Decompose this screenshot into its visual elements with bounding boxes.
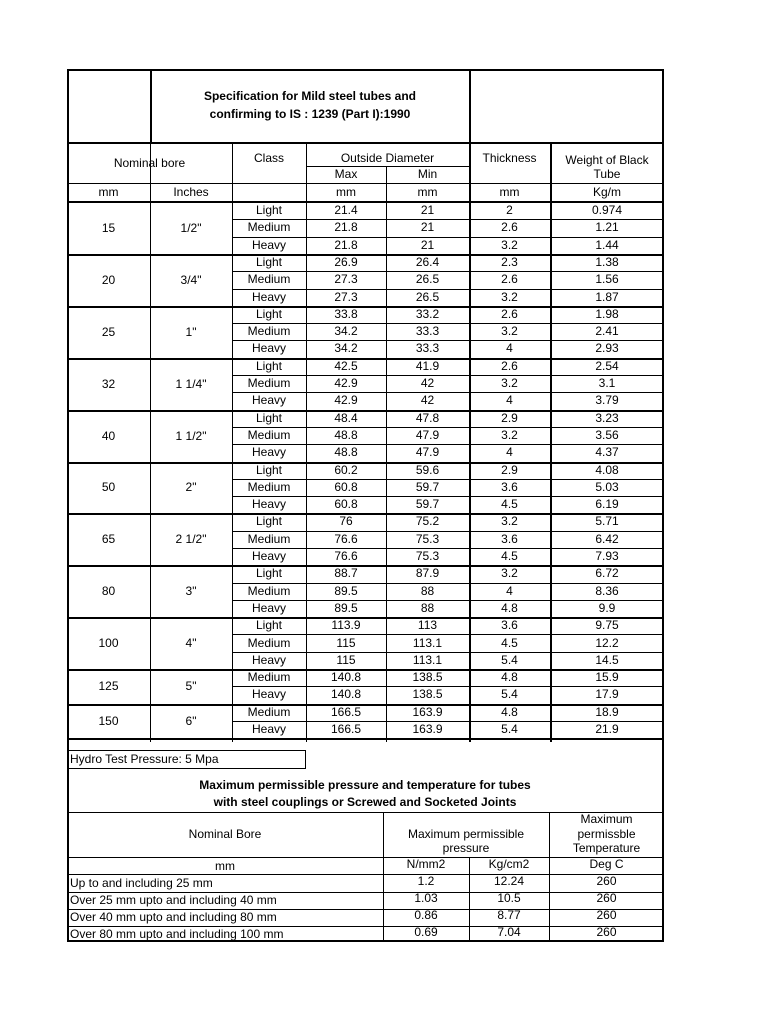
nominal-bore-inches: 6" (185, 714, 197, 728)
unit-weight: Kg/m (592, 185, 622, 199)
class-cell: Medium (247, 583, 291, 598)
class-cell: Heavy (251, 445, 287, 460)
nominal-bore-mm: 20 (101, 272, 116, 287)
od-min-cell: 33.3 (415, 324, 440, 339)
pressure-row-nmm2: 0.86 (414, 908, 438, 922)
group-separator (67, 738, 664, 740)
weight-cell: 5.03 (595, 479, 619, 494)
class-cell: Medium (247, 531, 291, 546)
class-cell: Heavy (251, 687, 287, 702)
pressure-row-label: Up to and including 25 mm (70, 876, 213, 890)
class-cell: Heavy (251, 497, 287, 512)
od-min-cell: 26.5 (415, 272, 440, 287)
pressure-row-temp: 260 (596, 908, 617, 922)
od-max-cell: 140.8 (330, 670, 362, 685)
pressure-row-kgcm2: 8.77 (497, 908, 521, 922)
class-cell: Light (255, 358, 283, 373)
weight-cell: 2.41 (595, 324, 619, 339)
header-od-min: Min (417, 167, 438, 181)
class-cell: Medium (247, 376, 291, 390)
od-max-cell: 21.8 (334, 237, 358, 252)
thickness-cell: 4.5 (501, 497, 518, 512)
weight-cell: 1.98 (595, 306, 619, 321)
pressure-row-kgcm2: 10.5 (497, 891, 521, 905)
od-max-cell: 140.8 (330, 687, 362, 702)
group-separator (67, 306, 664, 308)
group-separator (67, 462, 664, 464)
thickness-cell: 4.5 (501, 549, 518, 563)
od-min-cell: 75.2 (415, 514, 440, 529)
pressure-row-label: Over 40 mm upto and including 80 mm (70, 910, 277, 924)
od-min-cell: 47.9 (415, 427, 440, 442)
nominal-bore-mm: 150 (98, 714, 119, 728)
thickness-cell: 2.6 (501, 358, 518, 373)
thickness-cell: 2 (506, 203, 513, 217)
od-min-cell: 113.1 (412, 652, 443, 667)
od-min-cell: 26.4 (415, 254, 440, 269)
group-separator (67, 565, 664, 567)
thickness-cell: 4 (506, 445, 513, 460)
class-cell: Heavy (251, 237, 287, 252)
od-max-cell: 88.7 (334, 566, 358, 581)
header-outside-diameter: Outside Diameter (340, 151, 435, 165)
col-divider-inches (150, 142, 151, 742)
class-cell: Heavy (251, 393, 287, 408)
pressure-col-divider-3 (549, 812, 550, 942)
class-cell: Light (255, 410, 283, 425)
thickness-cell: 3.2 (501, 289, 518, 304)
od-min-cell: 138.5 (412, 670, 443, 685)
col-divider-min (386, 201, 387, 742)
pressure-units-top (67, 857, 664, 858)
unit-thickness: mm (499, 185, 520, 199)
unit-mm: mm (98, 185, 119, 199)
pressure-header-top (67, 812, 664, 813)
od-max-cell: 115 (336, 635, 356, 650)
thickness-cell: 2.3 (501, 254, 518, 269)
pressure-header-max-temp-2: permissble (577, 827, 636, 841)
unit-inches: Inches (173, 185, 209, 199)
od-max-cell: 48.4 (334, 410, 358, 425)
class-cell: Heavy (251, 289, 287, 304)
pressure-rows-top (67, 874, 664, 875)
document-title-line-2: confirming to IS : 1239 (Part I):1990 (209, 107, 411, 121)
weight-cell: 6.19 (595, 497, 619, 512)
od-max-cell: 34.2 (334, 341, 358, 356)
od-min-cell: 47.9 (415, 445, 440, 460)
header-class: Class (253, 151, 285, 165)
od-min-cell: 163.9 (412, 722, 443, 736)
pressure-row-label: Over 25 mm upto and including 40 mm (70, 893, 277, 907)
weight-cell: 8.36 (595, 583, 619, 598)
weight-cell: 21.9 (595, 722, 619, 736)
class-cell: Medium (247, 479, 291, 494)
thickness-cell: 3.2 (501, 324, 518, 339)
thickness-cell: 3.2 (501, 427, 518, 442)
group-separator (67, 410, 664, 412)
od-max-cell: 27.3 (334, 289, 358, 304)
class-cell: Light (255, 566, 283, 581)
od-max-cell: 60.2 (334, 462, 358, 477)
od-max-cell: 42.5 (334, 358, 358, 373)
class-cell: Heavy (251, 652, 287, 667)
nominal-bore-mm: 50 (101, 480, 116, 495)
od-min-cell: 42 (420, 393, 435, 408)
pressure-header-max-temp-1: Maximum (580, 812, 633, 826)
od-max-cell: 34.2 (334, 324, 358, 339)
od-max-cell: 166.5 (330, 722, 362, 736)
nominal-bore-mm: 40 (101, 428, 116, 443)
od-min-cell: 75.3 (415, 531, 440, 546)
od-min-cell: 47.8 (415, 410, 440, 425)
weight-cell: 1.38 (595, 254, 619, 269)
od-min-cell: 163.9 (412, 704, 443, 719)
header-bottom-border (67, 201, 664, 203)
weight-cell: 1.44 (595, 237, 619, 252)
od-min-cell: 41.9 (415, 358, 440, 373)
thickness-cell: 4 (506, 341, 513, 356)
weight-cell: 4.37 (595, 445, 619, 460)
od-max-cell: 89.5 (334, 600, 358, 615)
pressure-unit-mm: mm (215, 859, 235, 873)
nominal-bore-mm: 80 (101, 584, 116, 599)
pressure-header-nominal-bore: Nominal Bore (188, 827, 262, 841)
od-max-cell: 27.3 (334, 272, 358, 287)
pressure-row-kgcm2: 12.24 (493, 874, 525, 888)
od-subheader-line (306, 166, 469, 167)
weight-cell: 9.9 (598, 600, 616, 615)
thickness-cell: 2.6 (501, 306, 518, 321)
od-max-cell: 21.8 (334, 220, 358, 235)
nominal-bore-inches: 2 1/2" (175, 532, 207, 547)
weight-cell: 6.42 (595, 531, 619, 546)
pressure-row-nmm2: 1.03 (414, 891, 438, 905)
weight-cell: 0.974 (591, 203, 623, 217)
group-separator (67, 617, 664, 619)
pressure-unit-kgcm2: Kg/cm2 (488, 857, 530, 871)
nominal-bore-mm: 65 (101, 532, 116, 547)
thickness-cell: 3.2 (501, 237, 518, 252)
hydro-test-pressure: Hydro Test Pressure: 5 Mpa (70, 752, 219, 766)
thickness-cell: 4 (506, 583, 513, 598)
od-max-cell: 76 (339, 514, 353, 529)
title-right-divider (469, 69, 471, 143)
pressure-header-max-pressure-1: Maximum permissible (407, 827, 525, 841)
header-nominal-bore: Nominal bore (113, 156, 186, 170)
nominal-bore-inches: 2" (185, 480, 197, 495)
pressure-row-temp: 260 (596, 925, 617, 939)
od-min-cell: 42 (420, 376, 435, 390)
pressure-col-divider-2 (469, 857, 470, 942)
nominal-bore-mm: 125 (98, 679, 119, 694)
od-min-cell: 88 (420, 583, 435, 598)
class-cell: Medium (247, 427, 291, 442)
od-min-cell: 88 (420, 600, 435, 615)
od-min-cell: 21 (420, 237, 435, 252)
od-min-cell: 59.7 (415, 479, 440, 494)
pressure-row-kgcm2: 7.04 (497, 925, 521, 939)
header-weight-line-2: Tube (593, 167, 621, 181)
od-max-cell: 26.9 (334, 254, 358, 269)
pressure-title-line-2: with steel couplings or Screwed and Socketed Joints (213, 795, 517, 809)
weight-cell: 1.56 (595, 272, 619, 287)
weight-cell: 5.71 (595, 514, 619, 529)
od-max-cell: 76.6 (334, 531, 358, 546)
pressure-header-max-temp-3: Temperature (572, 841, 641, 855)
pressure-row-temp: 260 (596, 891, 617, 905)
od-max-min-divider (386, 166, 387, 202)
class-cell: Light (255, 514, 283, 529)
class-cell: Medium (247, 272, 291, 287)
group-separator (67, 513, 664, 515)
pressure-unit-degc: Deg C (589, 857, 624, 871)
od-max-cell: 48.8 (334, 427, 358, 442)
od-max-cell: 60.8 (334, 479, 358, 494)
class-cell: Medium (247, 670, 291, 685)
nominal-bore-inches: 3/4" (180, 272, 202, 287)
header-thickness: Thickness (482, 151, 537, 165)
weight-cell: 9.75 (595, 618, 619, 633)
class-cell: Light (255, 306, 283, 321)
od-min-cell: 87.9 (415, 566, 440, 581)
od-max-cell: 76.6 (334, 549, 358, 563)
nominal-bore-inches: 4" (185, 636, 197, 651)
weight-cell: 3.1 (598, 376, 616, 390)
od-max-cell: 113.9 (331, 618, 361, 633)
group-separator (67, 704, 664, 706)
thickness-cell: 2.9 (501, 462, 518, 477)
od-max-cell: 33.8 (334, 306, 358, 321)
thickness-cell: 4.8 (501, 670, 518, 685)
nominal-bore-inches: 3" (185, 584, 197, 599)
pressure-unit-nmm2: N/mm2 (406, 857, 446, 871)
header-weight-line-1: Weight of Black (565, 153, 649, 167)
weight-cell: 17.9 (595, 687, 619, 702)
nominal-bore-mm: 100 (98, 636, 119, 651)
class-cell: Light (255, 203, 283, 217)
units-row-top (67, 183, 664, 184)
thickness-cell: 3.6 (501, 479, 518, 494)
od-min-cell: 138.5 (412, 687, 443, 702)
weight-cell: 15.9 (595, 670, 619, 685)
pressure-row-temp: 260 (596, 874, 617, 888)
weight-cell: 1.87 (595, 289, 619, 304)
weight-cell: 14.5 (595, 652, 619, 667)
weight-cell: 18.9 (595, 704, 619, 719)
od-min-cell: 33.3 (415, 341, 440, 356)
thickness-cell: 3.2 (501, 566, 518, 581)
od-max-cell: 60.8 (334, 497, 358, 512)
thickness-cell: 3.2 (501, 376, 518, 390)
nominal-bore-inches: 5" (185, 679, 197, 694)
class-cell: Heavy (251, 722, 287, 736)
weight-cell: 3.23 (595, 410, 619, 425)
class-cell: Heavy (251, 600, 287, 615)
weight-cell: 12.2 (595, 635, 619, 650)
class-cell: Heavy (251, 549, 287, 563)
class-cell: Medium (247, 704, 291, 719)
thickness-cell: 5.4 (501, 687, 518, 702)
thickness-cell: 2.9 (501, 410, 518, 425)
od-max-cell: 42.9 (334, 393, 358, 408)
thickness-cell: 3.6 (501, 618, 518, 633)
weight-cell: 1.21 (595, 220, 619, 235)
document-title-line-1: Specification for Mild steel tubes and (203, 89, 417, 103)
class-cell: Medium (247, 324, 291, 339)
thickness-cell: 3.6 (501, 531, 518, 546)
weight-cell: 3.79 (595, 393, 619, 408)
thickness-cell: 2.6 (501, 272, 518, 287)
group-separator (67, 254, 664, 256)
nominal-bore-inches: 1" (185, 324, 197, 339)
od-min-cell: 113 (417, 618, 438, 633)
header-od-max: Max (334, 167, 358, 181)
unit-od-max: mm (336, 185, 356, 199)
pressure-col-divider-1 (383, 812, 384, 942)
nominal-bore-mm: 32 (101, 376, 116, 391)
class-cell: Medium (247, 220, 291, 235)
thickness-cell: 5.4 (501, 652, 518, 667)
od-min-cell: 26.5 (415, 289, 440, 304)
pressure-row-label: Over 80 mm upto and including 100 mm (70, 927, 284, 941)
nominal-bore-inches: 1 1/4" (175, 376, 207, 391)
class-cell: Light (255, 254, 283, 269)
od-min-cell: 59.7 (415, 497, 440, 512)
title-left-divider (150, 69, 152, 143)
thickness-cell: 3.2 (501, 514, 518, 529)
pressure-row-nmm2: 1.2 (417, 874, 435, 888)
class-cell: Medium (247, 635, 291, 650)
od-min-cell: 75.3 (415, 549, 440, 563)
thickness-cell: 4.8 (501, 600, 518, 615)
od-min-cell: 21 (420, 203, 435, 217)
group-separator (67, 669, 664, 671)
title-bottom-border (67, 142, 664, 144)
unit-od-min: mm (417, 185, 438, 199)
class-cell: Heavy (251, 341, 287, 356)
thickness-cell: 4 (506, 393, 513, 408)
class-cell: Light (255, 618, 283, 633)
pressure-title-line-1: Maximum permissible pressure and temperature for tubes (199, 778, 531, 792)
od-max-cell: 89.5 (334, 583, 358, 598)
pressure-row-nmm2: 0.69 (414, 925, 438, 939)
od-min-cell: 21 (420, 220, 435, 235)
od-max-cell: 115 (336, 652, 356, 667)
weight-cell: 6.72 (595, 566, 619, 581)
thickness-cell: 2.6 (501, 220, 518, 235)
od-max-cell: 42.9 (334, 376, 358, 390)
weight-cell: 2.54 (595, 358, 619, 373)
nominal-bore-inches: 1 1/2" (175, 428, 207, 443)
weight-cell: 2.93 (595, 341, 619, 356)
weight-cell: 3.56 (595, 427, 619, 442)
thickness-cell: 4.8 (501, 704, 518, 719)
weight-cell: 4.08 (595, 462, 619, 477)
nominal-bore-mm: 15 (101, 220, 116, 235)
od-max-cell: 48.8 (334, 445, 358, 460)
nominal-bore-mm: 25 (101, 324, 116, 339)
od-min-cell: 113.1 (412, 635, 443, 650)
thickness-cell: 4.5 (501, 635, 518, 650)
od-min-cell: 33.2 (415, 306, 440, 321)
thickness-cell: 5.4 (501, 722, 518, 736)
nominal-bore-inches: 1/2" (180, 220, 202, 235)
od-max-cell: 21.4 (334, 203, 358, 217)
group-separator (67, 358, 664, 360)
class-cell: Light (255, 462, 283, 477)
od-max-cell: 166.5 (330, 704, 362, 719)
od-min-cell: 59.6 (415, 462, 440, 477)
weight-cell: 7.93 (595, 549, 619, 563)
pressure-header-max-pressure-2: pressure (442, 841, 490, 855)
